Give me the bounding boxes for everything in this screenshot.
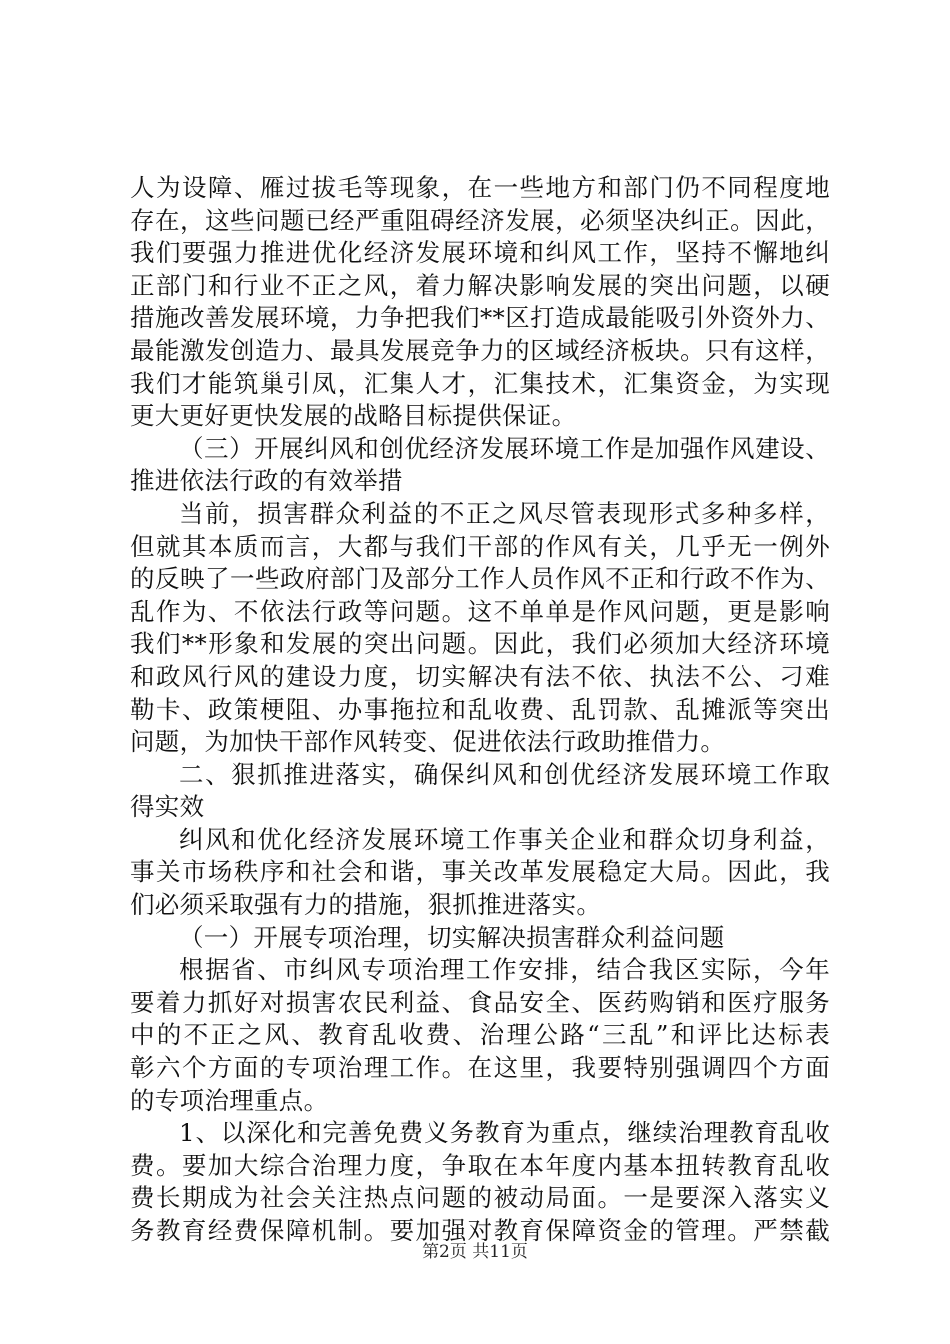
text-line: 彰六个方面的专项治理工作。在这里，我要特别强调四个方面 <box>130 1053 830 1083</box>
text-line: 1、以深化和完善免费义务教育为重点，继续治理教育乱收 <box>179 1118 830 1148</box>
text-line: 最能激发创造力、最具发展竞争力的区域经济板块。只有这样， <box>130 335 830 365</box>
text-line: 我们才能筑巢引凤，汇集人才，汇集技术，汇集资金，为实现 <box>130 368 830 398</box>
text-line: 根据省、市纠风专项治理工作安排，结合我区实际，今年 <box>179 955 830 985</box>
text-line: 措施改善发展环境，力争把我们**区打造成最能吸引外资外力、 <box>130 303 830 333</box>
text-line: 存在，这些问题已经严重阻碍经济发展，必须坚决纠正。因此， <box>130 205 830 235</box>
body-text <box>130 172 830 1248</box>
text-line: 人为设障、雁过拔毛等现象，在一些地方和部门仍不同程度地 <box>130 173 830 202</box>
page-footer: 第2页 共11页 <box>422 1242 528 1262</box>
text-line: 我们要强力推进优化经济发展环境和纠风工作，坚持不懈地纠 <box>130 238 830 268</box>
text-line: 务教育经费保障机制。要加强对教育保障资金的管理。严禁截 <box>130 1216 830 1245</box>
text-line: 纠风和优化经济发展环境工作事关企业和群众切身利益， <box>179 824 830 854</box>
text-line: 乱作为、不依法行政等问题。这不单单是作风问题，更是影响 <box>130 596 830 626</box>
text-line: 问题，为加快干部作风转变、促进依法行政助推借力。 <box>130 727 726 757</box>
text-line: （三）开展纠风和创优经济发展环境工作是加强作风建设、 <box>179 433 830 463</box>
text-line: （一）开展专项治理，切实解决损害群众利益问题 <box>179 922 725 952</box>
text-line: 我们**形象和发展的突出问题。因此，我们必须加大经济环境 <box>130 629 830 659</box>
text-line: 费长期成为社会关注热点问题的被动局面。一是要深入落实义 <box>130 1183 830 1213</box>
text-line: 得实效 <box>130 792 205 822</box>
text-line: 们必须采取强有力的措施，狠抓推进落实。 <box>130 890 602 920</box>
text-line: 的反映了一些政府部门及部分工作人员作风不正和行政不作为、 <box>130 564 830 594</box>
text-line: 的专项治理重点。 <box>130 1085 329 1115</box>
text-line: 当前，损害群众利益的不正之风尽管表现形式多种多样， <box>179 498 830 528</box>
text-line: 但就其本质而言，大都与我们干部的作风有关，几乎无一例外 <box>130 531 830 561</box>
text-line: 二、狠抓推进落实，确保纠风和创优经济发展环境工作取 <box>179 759 830 789</box>
text-line: 正部门和行业不正之风，着力解决影响发展的突出问题，以硬 <box>130 270 830 300</box>
text-line: 勒卡、政策梗阻、办事拖拉和乱收费、乱罚款、乱摊派等突出 <box>130 694 830 724</box>
text-line: 要着力抓好对损害农民利益、食品安全、医药购销和医疗服务 <box>130 987 830 1017</box>
text-line: 更大更好更快发展的战略目标提供保证。 <box>130 401 577 431</box>
text-line: 和政风行风的建设力度，切实解决有法不依、执法不公、刁难 <box>130 661 830 691</box>
text-line: 推进依法行政的有效举措 <box>130 466 403 496</box>
text-line: 中的不正之风、教育乱收费、治理公路“三乱”和评比达标表 <box>130 1020 830 1050</box>
text-line: 费。要加大综合治理力度，争取在本年度内基本扭转教育乱收 <box>130 1150 830 1180</box>
text-line: 事关市场秩序和社会和谐，事关改革发展稳定大局。因此，我 <box>130 857 830 887</box>
